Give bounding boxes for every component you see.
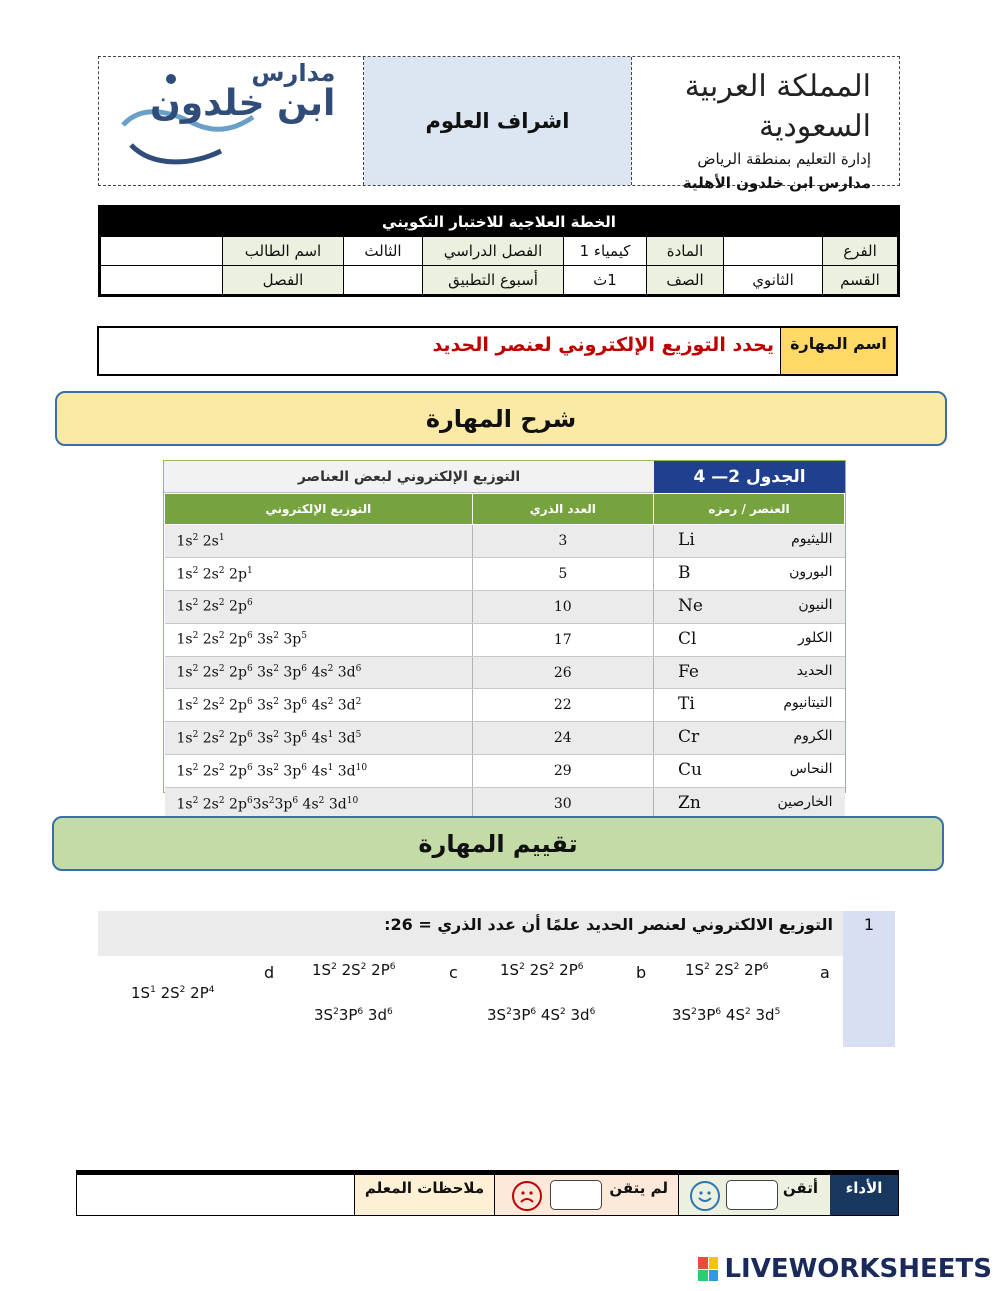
not-mastered-label: لم يتقن [609,1179,668,1197]
student-label: اسم الطالب [223,237,344,266]
semester-value: الثالث [344,237,423,266]
config-cell: $1s^2$ $2s^2$ $2p^6$ $3s^2$ $3p^6$ $4s^2$ $3d^2$ [165,689,473,722]
element-symbol: Cr [678,727,700,748]
element-name: البورون [789,563,833,580]
atomic-number: 5 [472,557,653,590]
element-symbol: Cu [678,760,703,781]
education-admin: إدارة التعليم بمنطقة الرياض [697,150,871,168]
grade-label: الصف [647,266,724,295]
smile-icon [690,1181,720,1211]
subject-value: كيمياء 1 [564,237,647,266]
frown-icon [512,1181,542,1211]
option-b[interactable]: $1S^2$ $2S^2$ $2P^6$ [500,961,584,979]
logo-small-text: مدارس [251,59,336,87]
question-block [98,911,895,1047]
semester-label: الفصل الدراسي [423,237,564,266]
table-row [165,755,845,788]
element-cell [654,525,845,558]
skill-row [97,326,898,376]
config-cell: $1s^2$ $2s^2$ $2p^63s^23p^6$ $4s^2$ $3d^{10}$ [165,788,473,821]
element-name: الليثيوم [791,531,833,547]
school-logo [99,57,364,185]
option-a[interactable]: $1S^2$ $2S^2$ $2P^6$ [685,961,769,979]
option-c-line2[interactable]: $3S^23P^6$ $3d^6$ [314,1006,393,1024]
plan-title: الخطة العلاجية للاختبار التكويني [101,208,898,237]
config-cell: $1s^2$ $2s^2$ $2p^6$ $3s^2$ $3p^6$ $4s^1$ $3d^5$ [165,722,473,755]
table-row [165,557,845,590]
config-grid [164,493,845,821]
ministry-calligraphy: المملكة العربية السعودية [684,69,871,144]
element-symbol: Zn [678,793,701,814]
teacher-notes-field[interactable] [77,1175,354,1215]
option-c-letter: c [449,963,458,982]
element-symbol: Ti [678,694,695,715]
config-cell: $1s^2$ $2s^2$ $2p^6$ $3s^2$ $3p^6$ $4s^2$ $3d^6$ [165,656,473,689]
atomic-number: 29 [472,755,653,788]
brand-logo-icon [698,1257,718,1281]
table-row [165,722,845,755]
explanation-banner: شرح المهارة [55,391,947,446]
week-value[interactable] [344,266,423,295]
table-caption-bar [164,461,845,493]
school-name: مدارس ابن خلدون الأهلية [682,174,871,192]
atomic-number: 30 [472,788,653,821]
element-name: الخارصين [777,794,833,811]
element-cell [654,656,845,689]
config-cell: $1s^2$ $2s^1$ [165,525,473,558]
branch-value[interactable] [724,237,823,266]
element-name: النيون [798,596,833,613]
skill-label: اسم المهارة [780,328,896,374]
element-name: النحاس [789,761,833,778]
atomic-number: 26 [472,656,653,689]
option-d-letter: d [264,963,275,982]
table-row [165,689,845,722]
page-header [98,56,900,192]
class-label: الفصل [223,266,344,295]
col-atomic-header: العدد الذري [472,494,653,525]
logo-main-text: ابن خلدون [149,83,336,124]
not-mastered-checkbox[interactable] [550,1180,602,1210]
branch-label: الفرع [823,237,898,266]
config-cell: $1s^2$ $2s^2$ $2p^6$ $3s^2$ $3p^6$ $4s^1$ $3d^{10}$ [165,755,473,788]
department-title: اشراف العلوم [425,109,570,133]
question-number: 1 [843,911,895,1047]
table-row [165,623,845,656]
element-cell [654,689,845,722]
config-cell: $1s^2$ $2s^2$ $2p^1$ [165,557,473,590]
table-row [165,525,845,558]
config-cell: $1s^2$ $2s^2$ $2p^6$ $3s^2$ $3p^5$ [165,623,473,656]
grade-value: 1ث [564,266,647,295]
element-name: التيتانيوم [783,695,833,712]
option-a-line2[interactable]: $3S^23P^6$ $4S^2$ $3d^5$ [672,1006,781,1024]
mastered-checkbox[interactable] [726,1180,778,1210]
table-row [165,656,845,689]
electron-config-table [163,460,846,814]
department-cell [364,57,631,185]
mastered-cell [678,1175,830,1215]
element-name: الحديد [796,662,833,679]
atomic-number: 3 [472,525,653,558]
col-element-header: العنصر / رمزه [654,494,845,525]
table-number: الجدول 2— 4 [654,461,845,493]
teacher-notes-label: ملاحظات المعلم [354,1175,494,1215]
info-table [98,205,900,297]
col-config-header: التوزيع الإلكتروني [165,494,473,525]
student-name-field[interactable] [101,237,223,266]
element-cell [654,590,845,623]
option-d[interactable]: $1S^1$ $2S^2$ $2P^4$ [131,984,215,1002]
atomic-number: 10 [472,590,653,623]
element-symbol: Li [678,530,695,550]
brand-name: LIVEWORKSHEETS [724,1254,992,1284]
element-symbol: Fe [678,661,699,682]
brand-footer [698,1254,992,1284]
ministry-block [632,57,899,192]
element-symbol: B [678,562,691,583]
atomic-number: 22 [472,689,653,722]
performance-label: الأداء [830,1175,898,1215]
section-value: الثانوي [724,266,823,295]
option-c[interactable]: $1S^2$ $2S^2$ $2P^6$ [312,961,396,979]
class-value[interactable] [101,266,223,295]
week-label: أسبوع التطبيق [423,266,564,295]
skill-value: يحدد التوزيع الإلكتروني لعنصر الحديد [432,334,774,356]
option-b-letter: b [636,963,647,982]
section-label: القسم [823,266,898,295]
element-symbol: Cl [678,628,697,649]
table-caption: التوزيع الإلكتروني لبعض العناصر [164,461,654,493]
element-cell [654,623,845,656]
element-name: الكلور [797,629,833,646]
config-cell: $1s^2$ $2s^2$ $2p^6$ [165,590,473,623]
not-mastered-cell [494,1175,678,1215]
question-stem: التوزيع الالكتروني لعنصر الحديد علمًا أن عدد الذري = 26: [98,911,843,956]
performance-bar [76,1170,899,1216]
element-cell [654,755,845,788]
element-symbol: Ne [678,595,703,616]
subject-label: المادة [647,237,724,266]
element-cell [654,722,845,755]
element-cell [654,557,845,590]
mastered-label: أتقن [782,1179,818,1197]
assessment-banner: تقييم المهارة [52,816,944,871]
atomic-number: 17 [472,623,653,656]
table-row [165,590,845,623]
option-b-line2[interactable]: $3S^23P^6$ $4S^2$ $3d^6$ [487,1006,596,1024]
atomic-number: 24 [472,722,653,755]
element-name: الكروم [793,728,833,745]
option-a-letter: a [820,963,830,982]
